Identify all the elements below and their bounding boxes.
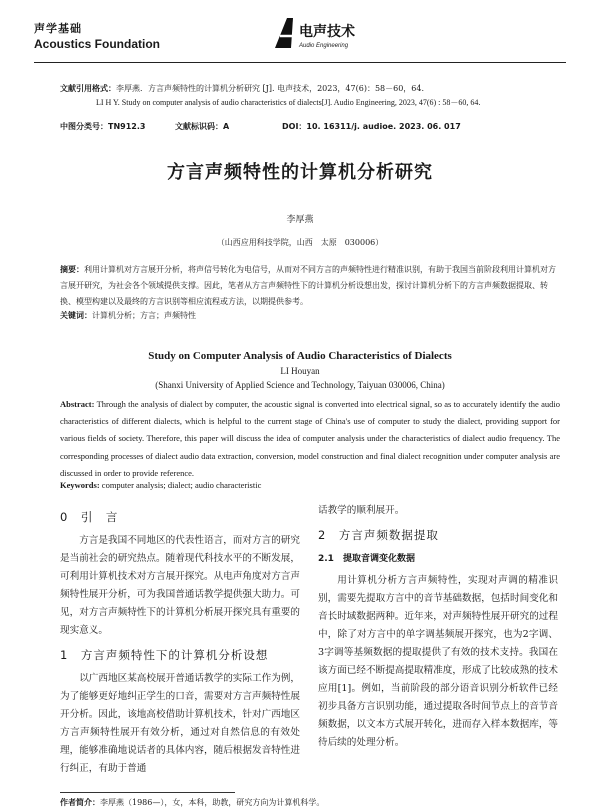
affiliation-cn: （山西应用科技学院，山西 太原 030006）: [216, 238, 384, 247]
citation-en: LI H Y. Study on computer analysis of audio characteristics of dialects[J]. Audio Engineering, 2023, 47(6) : 58－60, 64.: [96, 98, 481, 107]
column-label-cn: 声学基础: [34, 22, 82, 35]
journal-column-label: [34, 20, 160, 51]
section-1-paragraph-continued: 话教学的顺利展开。: [318, 505, 405, 516]
keywords-cn-label: 关键词：: [60, 311, 92, 320]
section-0-heading: 0 引 言: [60, 510, 119, 524]
author-footnote: [60, 797, 324, 808]
author-en: LI Houyan: [280, 366, 320, 376]
doi-label: DOI：: [282, 122, 307, 131]
paper-title-en: Study on Computer Analysis of Audio Characteristics of Dialects: [148, 350, 452, 362]
citation-block: [60, 82, 560, 110]
journal-logo-mark: [271, 14, 381, 52]
footnote-rule: [60, 792, 235, 793]
abstract-en: [60, 396, 560, 482]
keywords-en-label: Keywords:: [60, 480, 100, 490]
keywords-cn: [60, 310, 560, 321]
author-cn: 李厚燕: [286, 215, 314, 225]
journal-logo-text: 电声技术: [299, 24, 355, 40]
section-2-1-paragraph: 用计算机分析方言声频特性，实现对声调的精准识别，需要先提取方言中的音节基础数据，包括时间变化和音长时域数据两种。近年来，对声频特性展开研究的过程中，除了对方言中的单字调基频展开探究，也为2字调、3字调等基频数据的提取提供了有效的技术支持。我国在该方面已经不断提高提取精准度，形成了比较成熟的技术应用[1]。例如，当前阶段的部分语音识别分析软件已经初步具备方言识别功能，通过提取各时间节点上的音节音频数据，以文本方式展开转化，进而存入样本数据库，等待后续的处理分析。: [318, 575, 558, 748]
section-1-heading: 1 方言声频特性下的计算机分析设想: [60, 648, 269, 662]
column-label-en: Acoustics Foundation: [34, 37, 160, 51]
citation-cn: 李厚燕．方言声频特性的计算机分析研究 [J]. 电声技术，2023，47(6)：58－60，64.: [116, 84, 425, 93]
footnote-label: 作者简介：: [60, 798, 100, 807]
clc-value: TN912.3: [108, 122, 146, 131]
section-0-paragraph: 方言是我国不同地区的代表性语言，而对方言的研究是当前社会的研究热点。随着现代科技水平的不断发展，可利用计算机技术对方言展开探究。从电声角度对方言声频特性展开分析，可为我国普通话教学提供强大助力。可见，对方言声频特性下的计算机分析展开探究具有重要的现实意义。: [60, 535, 300, 636]
doc-code-label: 文献标识码：: [175, 122, 223, 131]
clc-label: 中图分类号：: [60, 122, 108, 131]
journal-logo-sub: Audio Engineering: [299, 43, 349, 49]
abstract-en-text: Through the analysis of dialect by computer, the acoustic signal is converted into electrical signal, so as to accurately identify the audio characteristics of different dialects, which is helpful to the current stage of China's use of computer to study the dialect, providing support for various fields of society. Therefore, this paper will discuss the idea of computer analysis under the characteristics of dialect audio frequency. The corresponding processes of dialect audio data extraction, conversion, model construction and final dialect recognition under computer analysis are discussed in order to provide reference.: [60, 399, 560, 478]
keywords-en-text: computer analysis; dialect; audio characteristic: [101, 480, 262, 490]
abstract-en-label: Abstract:: [60, 399, 95, 409]
page-header: [0, 0, 600, 62]
journal-logo: [271, 14, 381, 56]
footnote-text: 李厚燕（1986—），女，本科，助教，研究方向为计算机科学。: [100, 798, 325, 807]
doi-value: 10. 16311/j. audioe. 2023. 06. 017: [306, 122, 461, 131]
paper-title-cn: 方言声频特性的计算机分析研究: [167, 162, 433, 183]
body-column-right: [318, 502, 558, 752]
keywords-en: [60, 480, 560, 490]
keywords-cn-text: 计算机分析；方言；声频特性: [92, 311, 196, 320]
header-rule: [34, 62, 566, 63]
section-2-heading: 2 方言声频数据提取: [318, 528, 439, 542]
doc-code-value: A: [223, 122, 230, 131]
abstract-cn: [60, 262, 560, 310]
section-2-1-heading: 2.1 提取音调变化数据: [318, 554, 415, 564]
body-column-left: [60, 502, 300, 778]
section-1-paragraph: 以广西地区某高校展开普通话教学的实际工作为例，为了能够更好地纠正学生的口音，需要对方言声频特性展开分析。因此，该地高校借助计算机技术，针对广西地区方言声频特性展开有效分析，通过对自然信息的有效处理，能够准确地说话者的具体内容，随后根据发音特性进行纠正，有助于普通: [60, 673, 300, 774]
abstract-cn-text: 利用计算机对方言展开分析，将声信号转化为电信号，从而对不同方言的声频特性进行精准识别，有助于我国当前阶段利用计算机对方言展开研究，为社会各个领域提供支撑。因此，笔者从方言声频特性下的计算机分析设想出发，探讨计算机分析下的方言声频数据提取、转换、模型构建以及最终的方言识别等相应流程或方法，以期提供参考。: [60, 265, 556, 306]
affiliation-en: (Shanxi University of Applied Science and Technology, Taiyuan 030006, China): [155, 380, 445, 390]
abstract-cn-label: 摘要：: [60, 265, 84, 274]
citation-label: 文献引用格式：: [60, 84, 116, 93]
